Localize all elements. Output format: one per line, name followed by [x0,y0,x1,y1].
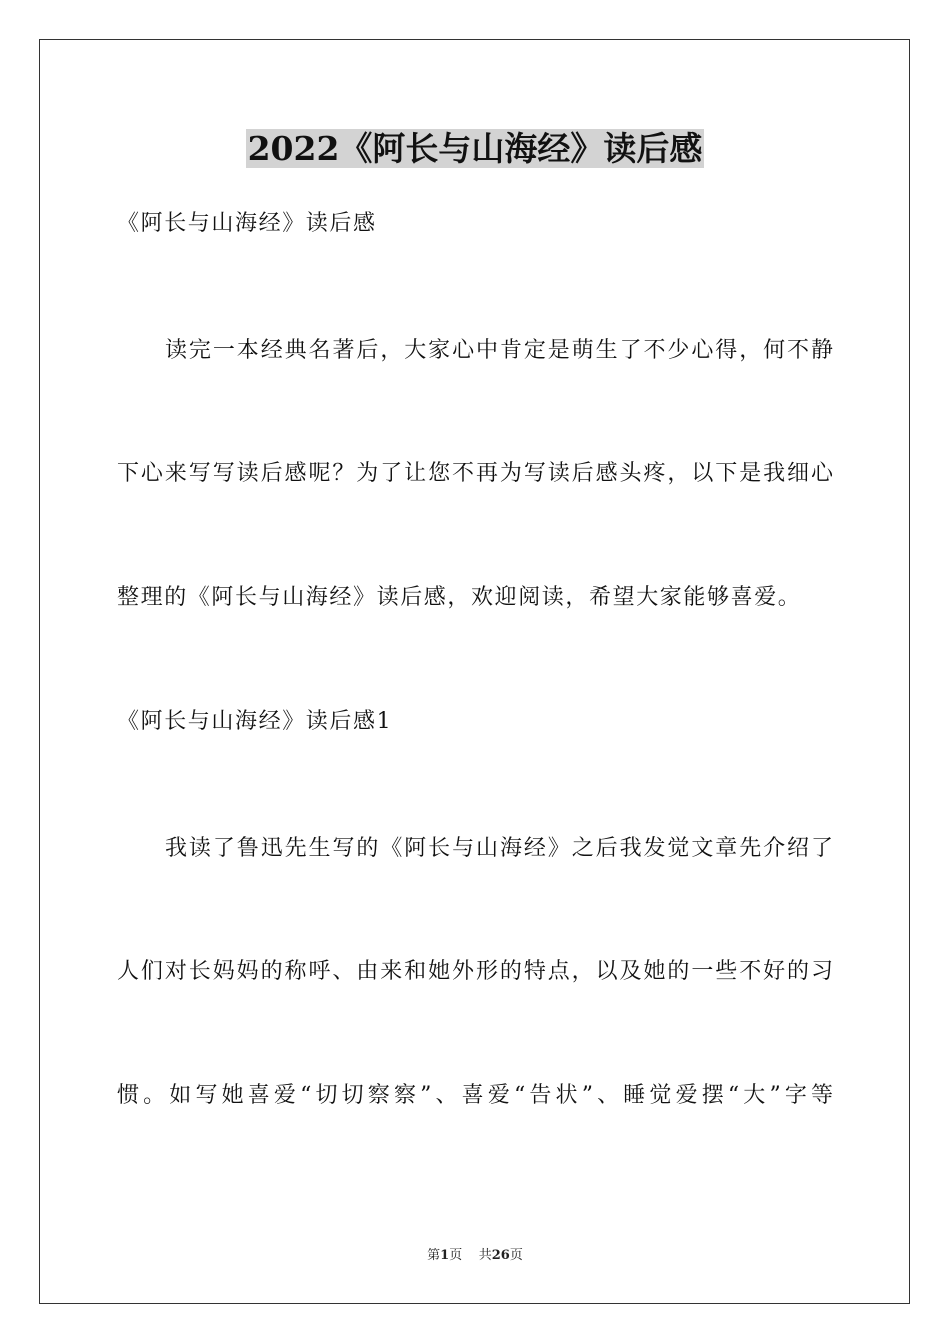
document-title [0,127,950,171]
page-prefix: 第 [427,1248,441,1263]
document-title-text: 2022《阿长与山海经》读后感 [247,129,703,168]
section-heading: 《阿长与山海经》读后感1 [117,709,393,734]
section-line-1: 我读了鲁迅先生写的《阿长与山海经》之后我发觉文章先介绍了 [165,836,833,861]
page-footer [0,1247,950,1265]
total-suffix: 页 [509,1248,523,1263]
intro-line-3: 整理的《阿长与山海经》读后感，欢迎阅读，希望大家能够喜爱。 [117,585,802,610]
page-suffix: 页 [449,1248,463,1263]
section-line-2: 人们对长妈妈的称呼、由来和她外形的特点，以及她的一些不好的习 [117,959,833,984]
total-prefix: 共 [478,1248,492,1263]
document-subtitle: 《阿长与山海经》读后感 [117,211,377,236]
page-number: 1 [440,1248,450,1263]
intro-line-2: 下心来写写读后感呢？为了让您不再为写读后感头疼，以下是我细心 [117,461,833,486]
intro-line-1: 读完一本经典名著后，大家心中肯定是萌生了不少心得，何不静 [165,338,833,363]
section-line-3: 惯。如写她喜爱“切切察察”、喜爱“告状”、睡觉爱摆“大”字等 [117,1083,833,1108]
total-pages: 26 [491,1248,510,1263]
